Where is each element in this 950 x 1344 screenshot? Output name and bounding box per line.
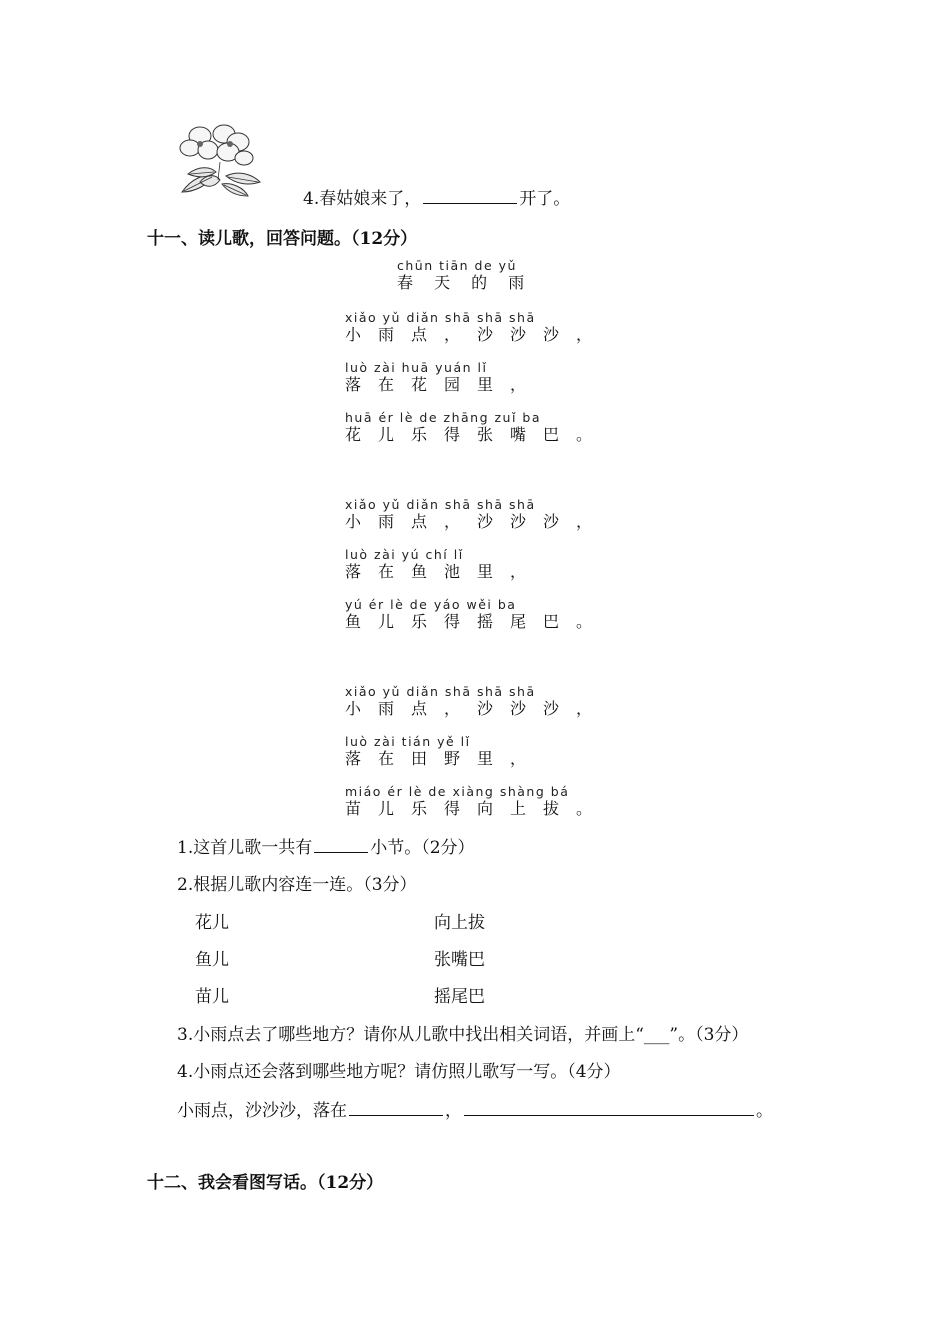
flower-illustration (178, 122, 264, 198)
line-hanzi: 落在花园里， (345, 375, 544, 394)
question-number: 4. (303, 189, 320, 209)
question-4: 4.小雨点还会落到哪些地方呢？请仿照儿歌写一写。（4分） (177, 1062, 621, 1082)
question-2: 2.根据儿歌内容连一连。（3分） (177, 875, 417, 895)
line-pinyin: luò zài huā yuán lǐ (345, 360, 488, 375)
fill-line-end: 。 (756, 1101, 773, 1121)
line-hanzi: 小雨点，沙沙沙， (345, 699, 610, 718)
answer-blank[interactable] (314, 851, 368, 853)
poem-line (345, 410, 609, 445)
question-text: 春姑娘来了， (319, 189, 422, 209)
poem-title (397, 258, 532, 293)
line-pinyin: xiǎo yǔ diǎn shā shā shā (345, 310, 536, 325)
question-text: 1.这首儿歌一共有 (177, 838, 313, 858)
line-pinyin: huā ér lè de zhāng zuǐ ba (345, 410, 542, 425)
match-left-item[interactable]: 花儿 (195, 913, 229, 933)
fill-line-text: 小雨点，沙沙沙，落在 (177, 1101, 347, 1121)
poem-line (345, 597, 609, 632)
line-hanzi: 苗儿乐得向上拔。 (345, 799, 610, 818)
line-pinyin: xiǎo yǔ diǎn shā shā shā (345, 497, 536, 512)
line-pinyin: miáo ér lè de xiàng shàng bá (345, 784, 570, 799)
poem-line (345, 310, 609, 345)
poem-title-hanzi: 春 天 的 雨 (397, 273, 533, 292)
poem-line (345, 784, 609, 819)
answer-blank[interactable] (464, 1114, 754, 1116)
line-pinyin: luò zài tián yě lǐ (345, 734, 471, 749)
poem-line (345, 497, 609, 532)
line-hanzi: 落在田野里， (345, 749, 544, 768)
fill-line (177, 1096, 773, 1121)
question-text-end: 小节。（2分） (370, 838, 475, 858)
section-11-heading: 十一、读儿歌，回答问题。（12分） (147, 229, 418, 249)
question-text-end: 开了。 (519, 189, 571, 209)
line-pinyin: yú ér lè de yáo wěi ba (345, 597, 517, 612)
poem-line (345, 734, 543, 769)
line-pinyin: luò zài yú chí lǐ (345, 547, 464, 562)
line-hanzi: 落在鱼池里， (345, 562, 544, 581)
line-pinyin: xiǎo yǔ diǎn shā shā shā (345, 684, 536, 699)
answer-blank[interactable] (349, 1114, 443, 1116)
match-left-item[interactable]: 苗儿 (195, 987, 229, 1007)
poem-line (345, 684, 609, 719)
line-hanzi: 小雨点，沙沙沙， (345, 325, 610, 344)
match-right-item[interactable]: 张嘴巴 (434, 950, 485, 970)
question-1 (177, 833, 475, 858)
poem-title-pinyin: chūn tiān de yǔ (397, 258, 517, 273)
poem-line (345, 547, 543, 582)
match-left-item[interactable]: 鱼儿 (195, 950, 229, 970)
line-hanzi: 鱼儿乐得摇尾巴。 (345, 612, 610, 631)
line-hanzi: 小雨点，沙沙沙， (345, 512, 610, 531)
match-right-item[interactable]: 向上拔 (434, 913, 485, 933)
prev-question-4 (303, 184, 570, 209)
match-right-item[interactable]: 摇尾巴 (434, 987, 485, 1007)
line-hanzi: 花儿乐得张嘴巴。 (345, 425, 610, 444)
poem-line (345, 360, 543, 395)
fill-line-separator: ， (445, 1101, 462, 1121)
question-3: 3.小雨点去了哪些地方？请你从儿歌中找出相关词语，并画上“___”。（3分） (177, 1025, 749, 1045)
section-12-heading: 十二、我会看图写话。（12分） (147, 1173, 384, 1193)
answer-blank[interactable] (423, 202, 517, 204)
